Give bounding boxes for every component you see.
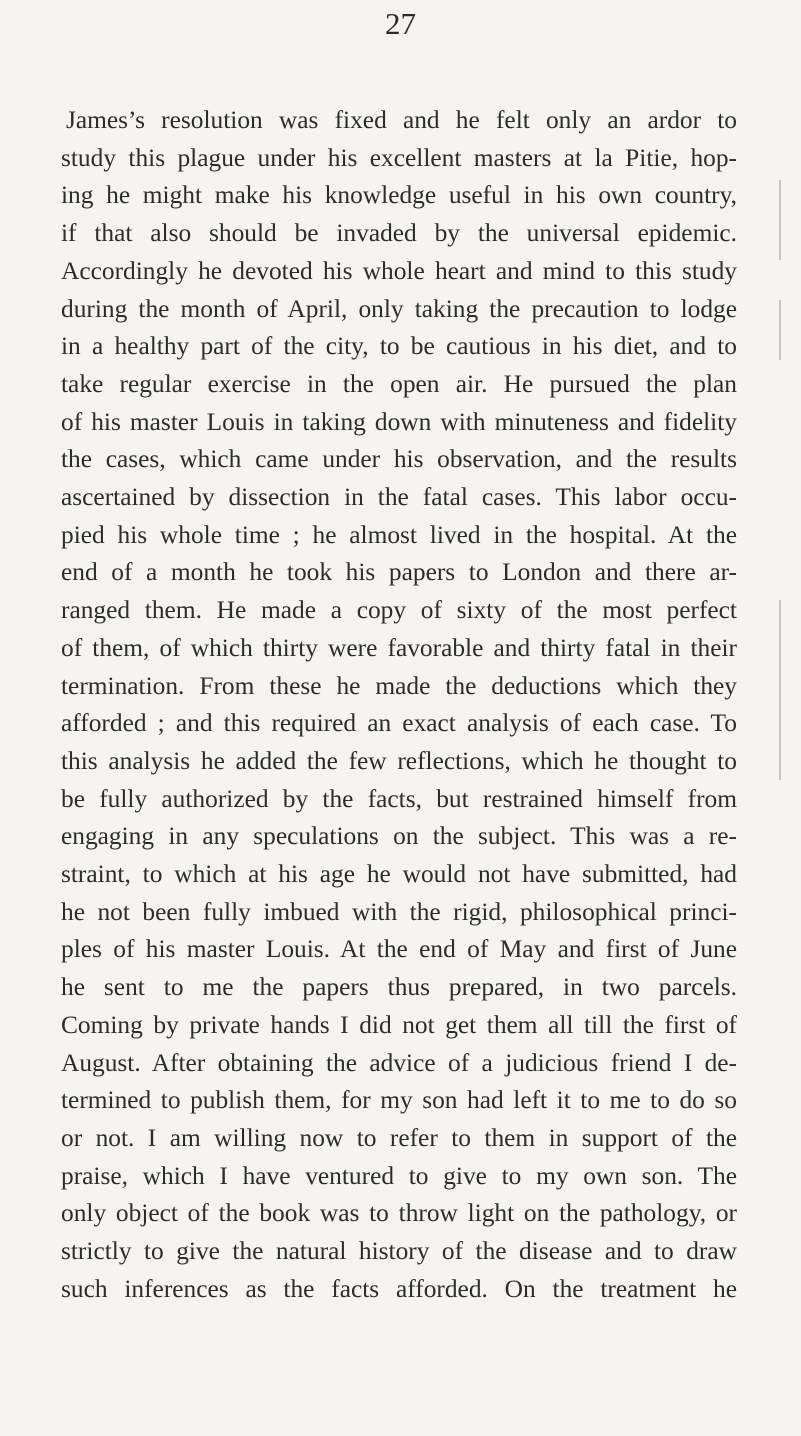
text-line: Coming by private hands I did not get them all till the first of: [61, 1010, 737, 1039]
text-line: straint, to which at his age he would not have submitted, had: [61, 860, 737, 889]
text-line: during the month of April, only taking the precaution to lodge: [61, 294, 737, 323]
page-number: 27: [385, 6, 416, 41]
text-line: this analysis he added the few reflections, which he thought to: [61, 746, 737, 775]
text-line: strictly to give the natural history of the disease and to draw: [61, 1237, 737, 1266]
text-line: engaging in any speculations on the subject. This was a re-: [61, 822, 737, 851]
text-line: be fully authorized by the facts, but restrained himself from: [61, 784, 737, 813]
body-paragraph: [61, 102, 737, 1309]
text-line: James’s resolution was fixed and he felt only an ardor to: [66, 106, 737, 134]
text-line: if that also should be invaded by the universal epidemic.: [61, 219, 737, 248]
text-line: termined to publish them, for my son had left it to me to do so: [61, 1086, 737, 1115]
page-edge-shadow: [779, 600, 781, 780]
text-line: of his master Louis in taking down with minuteness and fidelity: [61, 407, 737, 436]
text-line: praise, which I have ventured to give to my own son. The: [61, 1161, 737, 1190]
page-edge-shadow: [779, 300, 781, 360]
text-line: such inferences as the facts afforded. On the treatment he: [61, 1274, 737, 1303]
text-line: August. After obtaining the advice of a judicious friend I de-: [61, 1048, 737, 1077]
text-line: in a healthy part of the city, to be cautious in his diet, and to: [61, 332, 737, 361]
text-line: or not. I am willing now to refer to them in support of the: [61, 1123, 737, 1152]
text-line: ranged them. He made a copy of sixty of the most perfect: [61, 596, 737, 625]
text-line: ples of his master Louis. At the end of May and first of June: [61, 935, 737, 964]
text-line: the cases, which came under his observation, and the results: [61, 445, 737, 474]
text-line: termination. From these he made the deductions which they: [61, 671, 737, 700]
text-line: he sent to me the papers thus prepared, in two parcels.: [61, 973, 737, 1002]
text-line: ascertained by dissection in the fatal cases. This labor occu-: [61, 483, 737, 512]
text-line: only object of the book was to throw light on the pathology, or: [61, 1199, 737, 1228]
text-line: Accordingly he devoted his whole heart and mind to this study: [61, 256, 737, 285]
text-line: of them, of which thirty were favorable and thirty fatal in their: [61, 633, 737, 662]
page-edge-shadow: [779, 180, 781, 260]
text-line: end of a month he took his papers to London and there ar-: [61, 558, 737, 587]
text-line: study this plague under his excellent masters at la Pitie, hop-: [61, 143, 737, 172]
text-line: take regular exercise in the open air. He pursued the plan: [61, 369, 737, 398]
text-line: ing he might make his knowledge useful in his own country,: [61, 181, 737, 210]
text-line: pied his whole time ; he almost lived in the hospital. At the: [61, 520, 737, 549]
text-line: he not been fully imbued with the rigid, philosophical princi-: [61, 897, 737, 926]
text-line: afforded ; and this required an exact analysis of each case. To: [61, 709, 737, 738]
